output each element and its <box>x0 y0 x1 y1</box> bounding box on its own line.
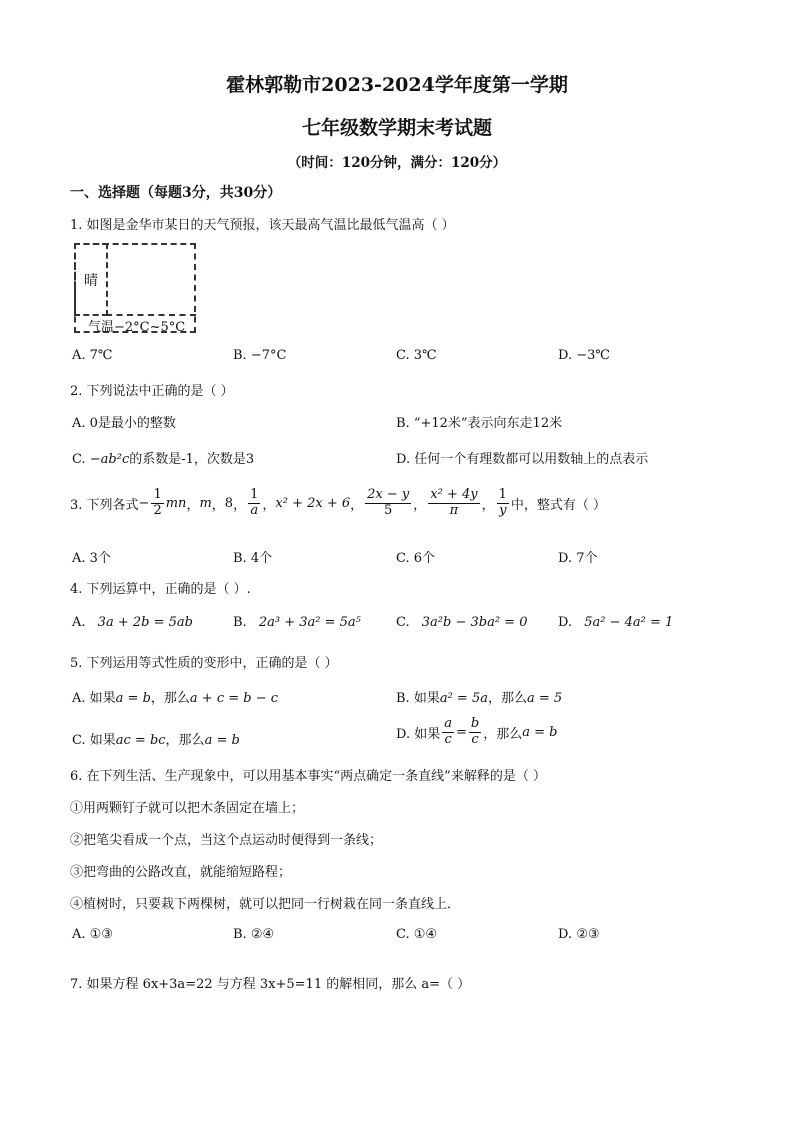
question-5-option-b <box>396 687 562 706</box>
option-b-expression: 2a³ + 3a² = 5a⁵ <box>258 615 361 630</box>
question-5-option-c <box>72 729 240 748</box>
q3-term4-fraction <box>248 488 260 519</box>
question-2-option-a: A. 0是最小的整数 <box>72 416 176 431</box>
question-3-option-a: A. 3个 <box>72 551 111 566</box>
option-c-connector: ，那么 <box>165 733 205 748</box>
q3-suffix: 中，整式有（ ） <box>510 497 607 513</box>
question-1-option-d: D. −3℃ <box>558 348 610 363</box>
q3-term7-fraction <box>428 488 479 519</box>
option-d-fraction-2 <box>469 717 481 748</box>
q3-term7-numerator: x² + 4y <box>430 487 478 502</box>
option-b-label: B. <box>233 615 247 630</box>
question-3-option-c: C. 6个 <box>396 551 436 566</box>
option-b-text: B. 如果 <box>396 691 440 706</box>
q3-term1-sign: − <box>138 495 150 511</box>
option-a-connector: ，那么 <box>150 691 190 706</box>
q3-term6-fraction <box>365 488 411 519</box>
weather-temperature: 气温−2°C~5°C <box>88 320 186 335</box>
q3-separator: ， <box>350 497 364 513</box>
question-4-stem: 4. 下列运算中，正确的是（ ）. <box>70 582 251 597</box>
question-6-option-a: A. ①③ <box>72 927 113 942</box>
q3-term6-denominator: 5 <box>384 502 393 518</box>
exam-info: （时间：120分钟，满分：120分） <box>287 155 507 171</box>
q3-separator: ， <box>262 497 276 513</box>
option-c-condition: ac = bc <box>115 733 166 748</box>
q3-term8-denominator: y <box>499 502 507 518</box>
exam-title-line2: 七年级数学期末考试题 <box>301 117 492 139</box>
question-1-option-c: C. 3℃ <box>396 348 437 363</box>
q3-prefix: 3. 下列各式 <box>70 497 139 513</box>
section-heading: 一、选择题（每题3分，共30分） <box>70 185 282 201</box>
option-c-conclusion: a = b <box>204 733 240 748</box>
fraction-2-numerator: b <box>470 716 480 731</box>
q3-separator: ， <box>233 497 247 513</box>
option-b-condition: a² = 5a <box>439 691 488 706</box>
question-6-item-3: ③把弯曲的公路改直，就能缩短路程； <box>70 865 292 880</box>
question-5-option-d <box>396 717 557 748</box>
option-a-text: A. 如果 <box>72 691 116 706</box>
option-a-condition: a = b <box>115 691 151 706</box>
q3-separator: ， <box>413 497 427 513</box>
question-4-option-d <box>558 615 673 630</box>
option-c-label: C. <box>72 452 86 467</box>
fraction-1-denominator: c <box>444 731 452 747</box>
exam-title-line1: 霍林郭勒市2023-2024学年度第一学期 <box>226 74 568 96</box>
q3-term1-fraction <box>151 488 163 519</box>
q3-term2: m <box>199 495 212 511</box>
q3-separator: ， <box>211 497 225 513</box>
option-d-fraction-1 <box>442 717 454 748</box>
weather-sunny-label: 晴 <box>84 273 98 289</box>
question-6-item-4: ④植树时，只要栽下两棵树，就可以把同一行树栽在同一条直线上． <box>70 897 461 912</box>
question-5-option-a <box>72 687 278 706</box>
question-3-stem <box>70 488 606 519</box>
question-2-option-c <box>72 448 254 467</box>
q3-term7-denominator: π <box>449 502 459 518</box>
question-1-option-b: B. −7°C <box>233 348 287 363</box>
option-a-conclusion: a + c = b − c <box>189 691 279 706</box>
q3-term1-variables: mn <box>165 495 187 511</box>
question-6-item-1: ①用两颗钉子就可以把木条固定在墙上； <box>70 801 305 816</box>
question-1-stem: 1. 如图是金华市某日的天气预报，该天最高气温比最低气温高（ ） <box>70 218 455 233</box>
fraction-1-numerator: a <box>444 716 452 731</box>
option-b-connector: ，那么 <box>487 691 527 706</box>
q3-term1-denominator: 2 <box>153 502 162 518</box>
option-c-expression: 3a²b − 3ba² = 0 <box>421 615 528 630</box>
q3-term3: 8 <box>224 495 234 511</box>
question-3-option-d: D. 7个 <box>558 551 598 566</box>
option-a-expression: 3a + 2b = 5ab <box>97 615 193 630</box>
option-d-connector: ，那么 <box>483 726 523 742</box>
q3-term8-fraction <box>497 488 509 519</box>
option-c-label: C. <box>396 615 410 630</box>
question-4-option-c <box>396 615 527 630</box>
question-7-stem: 7. 如果方程 6x+3a=22 与方程 3x+5=11 的解相同，那么 a=（ ） <box>70 977 471 992</box>
q3-separator: ， <box>481 497 495 513</box>
question-5-stem: 5. 下列运用等式性质的变形中，正确的是（ ） <box>70 656 338 671</box>
q3-term4-denominator: a <box>250 502 259 518</box>
question-6-option-d: D. ②③ <box>558 927 600 942</box>
option-d-expression: 5a² − 4a² = 1 <box>584 615 674 630</box>
question-4-option-a <box>72 615 193 630</box>
question-6-option-b: B. ②④ <box>233 927 275 942</box>
question-4-option-b <box>233 615 361 630</box>
fraction-2-denominator: c <box>471 731 479 747</box>
option-c-text: C. 如果 <box>72 733 116 748</box>
question-1-option-a: A. 7℃ <box>72 348 113 363</box>
option-d-conclusion: a = b <box>522 724 558 740</box>
question-6-item-2: ②把笔尖看成一个点，当这个点运动时便得到一条线； <box>70 833 383 848</box>
option-c-text: 的系数是-1，次数是3 <box>129 452 255 467</box>
question-3-option-b: B. 4个 <box>233 551 273 566</box>
q3-separator: ， <box>186 497 200 513</box>
option-d-text: D. 如果 <box>396 726 441 742</box>
question-2-stem: 2. 下列说法中正确的是（ ） <box>70 384 234 399</box>
q3-term8-numerator: 1 <box>498 487 507 502</box>
q3-term4-numerator: 1 <box>250 487 259 502</box>
question-6-stem: 6. 在下列生活、生产现象中，可以用基本事实“两点确定一条直线”来解释的是（ ） <box>70 769 546 784</box>
equals-sign: = <box>456 724 467 740</box>
monomial-expression: −ab²c <box>89 452 130 467</box>
option-d-label: D. <box>558 615 573 630</box>
q3-term1-numerator: 1 <box>153 487 162 502</box>
q3-term6-numerator: 2x − y <box>367 487 410 502</box>
q3-term5: x² + 2x + 6 <box>275 495 351 511</box>
question-2-option-b: B. “+12米”表示向东走12米 <box>396 416 563 431</box>
question-6-option-c: C. ①④ <box>396 927 438 942</box>
question-2-option-d: D. 任何一个有理数都可以用数轴上的点表示 <box>396 452 649 467</box>
option-b-conclusion: a = 5 <box>526 691 563 706</box>
option-a-label: A. <box>72 615 86 630</box>
